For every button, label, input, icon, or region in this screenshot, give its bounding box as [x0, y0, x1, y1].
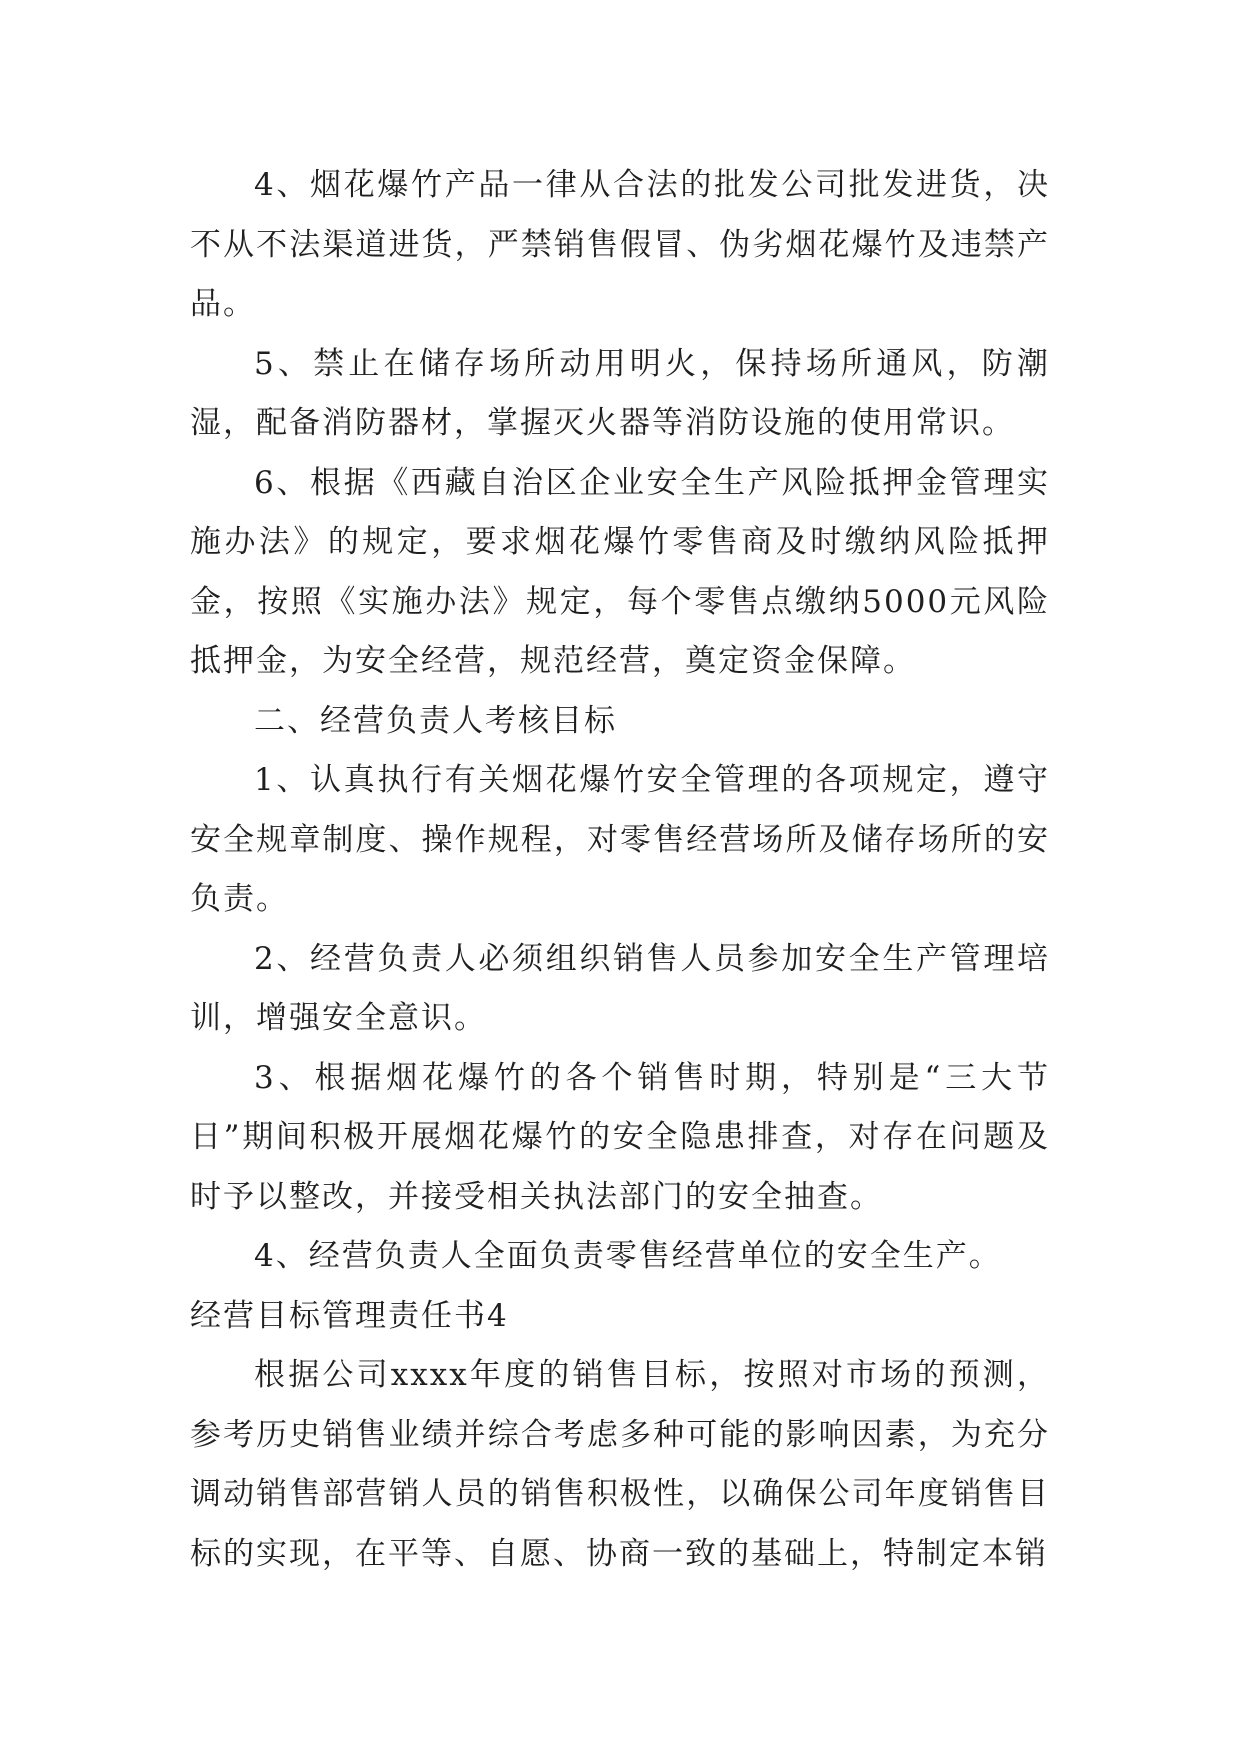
paragraph-goal-4: 4、经营负责人全面负责零售经营单位的安全生产。: [254, 1238, 1002, 1274]
paragraph-goal-2: 2、经营负责人必须组织销售人员参加安全生产管理培训，增强安全意识。: [190, 940, 1050, 1036]
paragraph-item-5-fire-safety: 5、禁止在储存场所动用明火，保持场所通风，防潮湿，配备消防器材，掌握灭火器等消防设施的使用常识。: [190, 345, 1050, 441]
paragraph-item-4-purchase: 4、烟花爆竹产品一律从合法的批发公司批发进货，决不从不法渠道进货，严禁销售假冒、伪劣烟花爆竹及违禁产品。: [190, 167, 1050, 322]
paragraph-item-6-deposit: 6、根据《西藏自治区企业安全生产风险抵押金管理实施办法》的规定，要求烟花爆竹零售商及时缴纳风险抵押金，按照《实施办法》规定，每个零售点缴纳5000元风险抵押金，为安全经营，规范经营，奠定资金保障。: [190, 464, 1050, 679]
section-heading-2: 二、经营负责人考核目标: [254, 702, 617, 739]
paragraph-intro: 根据公司xxxx年度的销售目标，按照对市场的预测，参考历史销售业绩并综合考虑多种可能的影响因素，为充分调动销售部营销人员的销售积极性，以确保公司年度销售目标的实现，在平等、自愿、协商一致的基础上，特制定本销: [190, 1357, 1050, 1572]
paragraph-goal-3: 3、根据烟花爆竹的各个销售时期，特别是“三大节日”期间积极开展烟花爆竹的安全隐患排查，对存在问题及时予以整改，并接受相关执法部门的安全抽查。: [190, 1059, 1050, 1215]
document-title: 经营目标管理责任书4: [190, 1297, 509, 1334]
document-body: [190, 156, 1050, 1584]
paragraph-goal-1: 1、认真执行有关烟花爆竹安全管理的各项规定，遵守安全规章制度、操作规程，对零售经营场所及储存场所的安负责。: [190, 762, 1050, 917]
